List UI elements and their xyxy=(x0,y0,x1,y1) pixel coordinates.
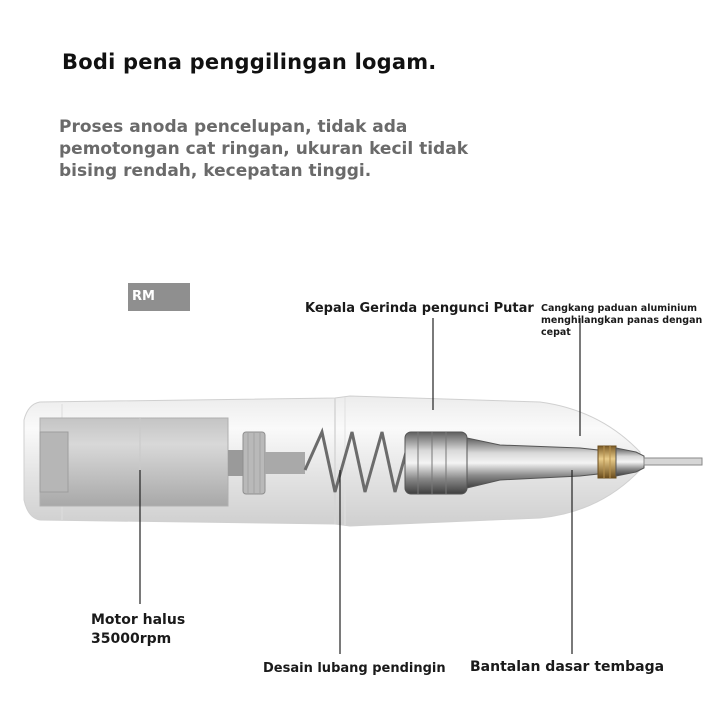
label-motor xyxy=(91,611,185,649)
label-grinding-head: Kepala Gerinda pengunci Putar xyxy=(305,301,534,316)
grinding-bit xyxy=(644,458,702,465)
label-aluminum-shell: Cangkang paduan aluminium menghilangkan panas dengan cepat xyxy=(541,303,703,338)
motor-shaft xyxy=(228,450,244,476)
label-motor-line1: Motor halus xyxy=(91,612,186,628)
label-copper-base: Bantalan dasar tembaga xyxy=(470,659,665,675)
copper-bearing xyxy=(598,446,616,478)
product-description: Proses anoda pencelupan, tidak ada pemotongan cat ringan, ukuran kecil tidak bising rendah, kecepatan tinggi. xyxy=(59,117,469,181)
label-vent-design: Desain lubang pendingin xyxy=(263,661,446,676)
lock-head xyxy=(405,432,467,494)
page-title: Bodi pena penggilingan logam. xyxy=(62,50,437,74)
label-motor-line2: 35000rpm xyxy=(91,631,172,647)
rm-badge: RM xyxy=(128,283,190,311)
